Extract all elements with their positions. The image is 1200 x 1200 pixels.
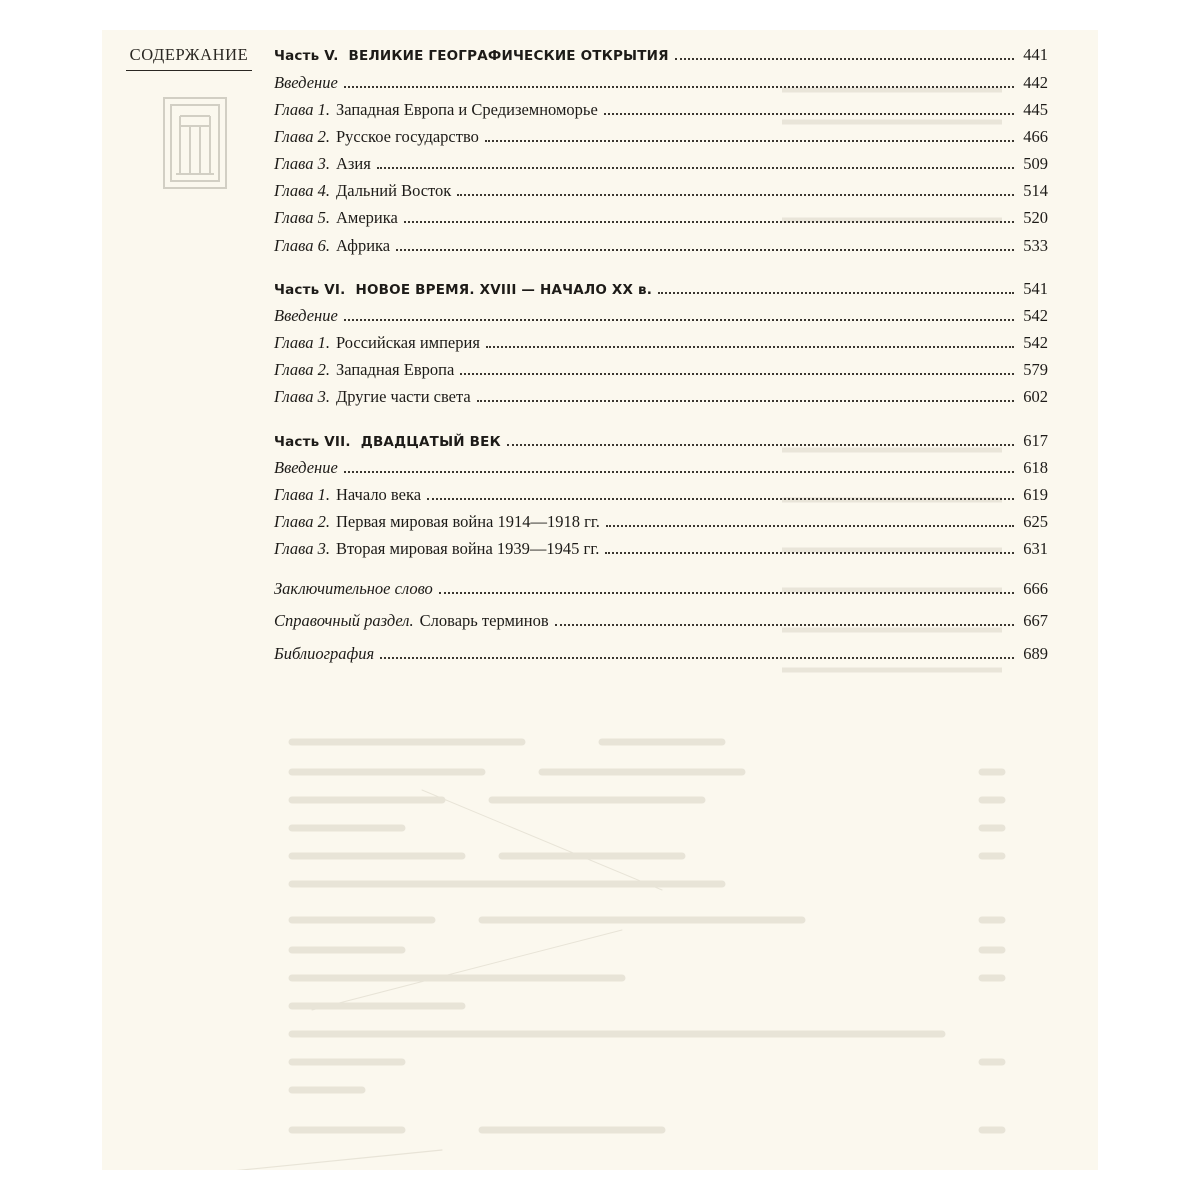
leader-dots [396,232,1014,251]
reference-label: Справочный раздел. [274,611,414,630]
chapter-title: Российская империя [335,333,480,352]
toc-part[interactable] [274,275,1048,301]
part-label: Часть VI. [274,282,346,298]
leader-dots [507,427,1014,446]
page-number: 689 [1023,644,1048,663]
chapter-title: Азия [335,154,371,173]
chapter-title: Западная Европа и Средиземноморье [335,100,598,119]
page-number: 442 [1023,73,1048,92]
leader-dots [457,177,1014,196]
chapter-label: Глава 1. [274,100,330,119]
chapter-label: Глава 3. [274,154,330,173]
part-title: ДВАДЦАТЫЙ ВЕК [360,434,501,450]
page-number: 602 [1023,387,1048,406]
part-label: Часть VII. [274,434,351,450]
leader-dots [380,640,1014,659]
chapter-title: Начало века [335,485,422,504]
toc-chapter[interactable] [274,150,1048,176]
chapter-label: Глава 2. [274,360,330,379]
page-number: 541 [1023,279,1048,298]
leader-dots [555,607,1014,626]
page-number: 520 [1023,208,1048,227]
toc-chapter[interactable] [274,383,1048,409]
intro-label: Введение [274,306,338,325]
chapter-title: Америка [335,208,398,227]
toc-chapter[interactable] [274,329,1048,355]
page-number: 625 [1023,512,1048,531]
toc-intro[interactable] [274,302,1048,328]
leader-dots [658,275,1014,294]
page-number: 579 [1023,360,1048,379]
page-number: 666 [1023,579,1048,598]
page-number: 619 [1023,485,1048,504]
page-number: 445 [1023,100,1048,119]
leader-dots [605,535,1014,554]
page-number: 667 [1023,611,1048,630]
leader-dots [604,96,1014,115]
toc-chapter[interactable] [274,508,1048,534]
toc-reference[interactable] [274,607,1048,633]
chapter-title: Вторая мировая война 1939—1945 гг. [335,539,600,558]
reference-title: Словарь терминов [419,611,549,630]
ornament-emblem [162,96,228,190]
contents-heading: СОДЕРЖАНИЕ [129,45,249,64]
intro-label: Введение [274,73,338,92]
leader-dots [486,329,1014,348]
leader-dots [427,481,1014,500]
page-number: 441 [1023,45,1048,64]
bibliography-label: Библиография [274,644,375,663]
leader-dots [439,575,1014,594]
chapter-label: Глава 2. [274,127,330,146]
chapter-title: Первая мировая война 1914—1918 гг. [335,512,600,531]
toc-chapter[interactable] [274,96,1048,122]
closing-label: Заключительное слово [274,579,433,598]
page-number: 466 [1023,127,1048,146]
leader-dots [344,69,1014,88]
page-number: 542 [1023,333,1048,352]
toc-part[interactable] [274,427,1048,453]
intro-label: Введение [274,458,338,477]
chapter-label: Глава 3. [274,387,330,406]
toc-intro[interactable] [274,454,1048,480]
page-number: 542 [1023,306,1048,325]
book-page [102,30,1098,1170]
heading-underline [126,70,252,71]
chapter-label: Глава 5. [274,208,330,227]
leader-dots [377,150,1014,169]
chapter-label: Глава 6. [274,236,330,255]
leader-dots [477,383,1014,402]
leader-dots [344,302,1014,321]
page-number: 509 [1023,154,1048,173]
part-title: ВЕЛИКИЕ ГЕОГРАФИЧЕСКИЕ ОТКРЫТИЯ [348,48,669,64]
chapter-title: Дальний Восток [335,181,452,200]
toc-chapter[interactable] [274,481,1048,507]
toc-part[interactable] [274,41,1048,67]
page-number: 533 [1023,236,1048,255]
toc-chapter[interactable] [274,356,1048,382]
toc-chapter[interactable] [274,232,1048,258]
leader-dots [460,356,1014,375]
chapter-label: Глава 3. [274,539,330,558]
leader-dots [404,204,1014,223]
chapter-title: Западная Европа [335,360,455,379]
leader-dots [675,41,1014,60]
chapter-label: Глава 1. [274,333,330,352]
part-title: НОВОЕ ВРЕМЯ. XVIII — НАЧАЛО XX в. [355,282,653,298]
toc-chapter[interactable] [274,204,1048,230]
page-number: 631 [1023,539,1048,558]
page-number: 618 [1023,458,1048,477]
toc-chapter[interactable] [274,177,1048,203]
toc-bibliography[interactable] [274,640,1048,666]
toc-chapter[interactable] [274,123,1048,149]
page-number: 617 [1023,431,1048,450]
leader-dots [344,454,1014,473]
toc-intro[interactable] [274,69,1048,95]
chapter-label: Глава 4. [274,181,330,200]
chapter-label: Глава 2. [274,512,330,531]
chapter-label: Глава 1. [274,485,330,504]
chapter-title: Русское государство [335,127,479,146]
leader-dots [606,508,1014,527]
part-label: Часть V. [274,48,339,64]
leader-dots [485,123,1014,142]
toc-closing[interactable] [274,575,1048,601]
chapter-title: Африка [335,236,391,255]
page-number: 514 [1023,181,1048,200]
toc-chapter[interactable] [274,535,1048,561]
chapter-title: Другие части света [335,387,471,406]
